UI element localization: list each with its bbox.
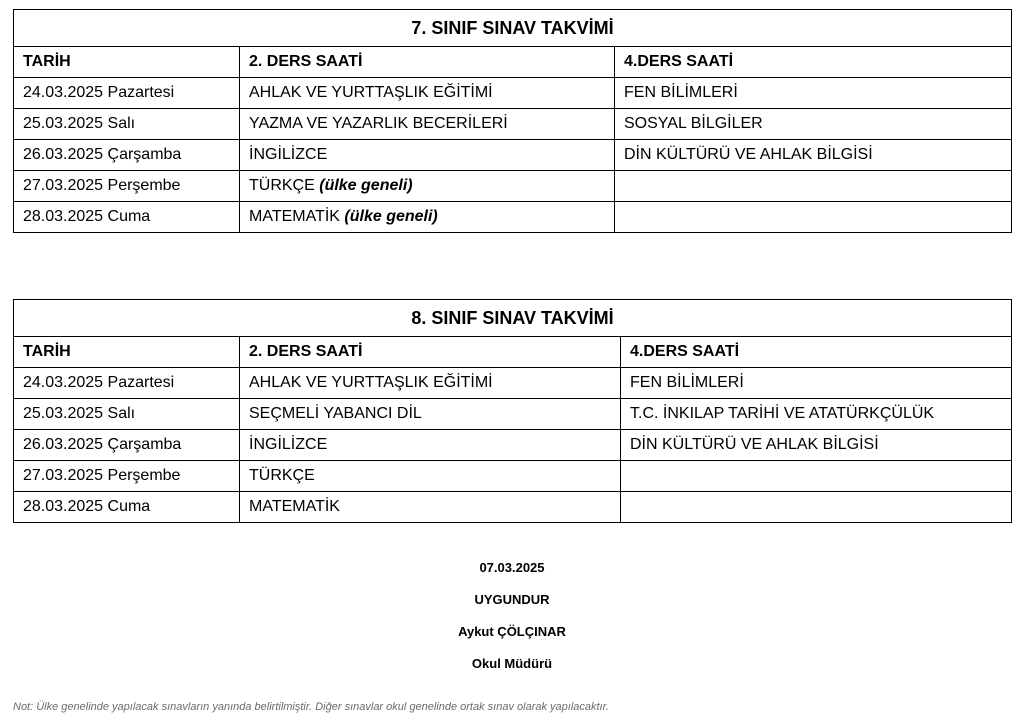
table-header-row	[14, 337, 1012, 368]
date-cell: 27.03.2025 Perşembe	[14, 171, 240, 202]
slot2-cell: MATEMATİK	[240, 492, 621, 523]
table-title: 7. SINIF SINAV TAKVİMİ	[14, 10, 1012, 47]
principal-title: Okul Müdürü	[471, 656, 553, 671]
table-row	[14, 202, 1012, 233]
table-row	[14, 461, 1012, 492]
slot4-cell: FEN BİLİMLERİ	[621, 368, 1012, 399]
slot2-cell: İNGİLİZCE	[240, 430, 621, 461]
table-row	[14, 78, 1012, 109]
date-cell: 27.03.2025 Perşembe	[14, 461, 240, 492]
principal-name: Aykut ÇÖLÇINAR	[458, 624, 566, 639]
header-slot-2: 2. DERS SAATİ	[240, 47, 615, 78]
grade-7-exam-schedule-table	[13, 9, 1012, 233]
header-slot-4: 4.DERS SAATİ	[621, 337, 1012, 368]
slot4-cell: DİN KÜLTÜRÜ VE AHLAK BİLGİSİ	[621, 430, 1012, 461]
slot2-cell: TÜRKÇE	[240, 461, 621, 492]
header-slot-4: 4.DERS SAATİ	[615, 47, 1012, 78]
nationwide-note: (ülke geneli)	[319, 177, 413, 194]
slot2-cell: SEÇMELİ YABANCI DİL	[240, 399, 621, 430]
slot4-cell	[615, 171, 1012, 202]
table-row	[14, 368, 1012, 399]
slot2-cell	[240, 109, 615, 140]
table-row	[14, 492, 1012, 523]
date-cell: 25.03.2025 Salı	[14, 399, 240, 430]
approval-text: UYGUNDUR	[474, 592, 550, 607]
slot2-subject: AHLAK VE YURTTAŞLIK EĞİTİMİ	[249, 84, 493, 101]
table-title-row	[14, 10, 1012, 47]
slot4-cell: FEN BİLİMLERİ	[615, 78, 1012, 109]
slot4-cell: T.C. İNKILAP TARİHİ VE ATATÜRKÇÜLÜK	[621, 399, 1012, 430]
table-row	[14, 399, 1012, 430]
slot4-cell: DİN KÜLTÜRÜ VE AHLAK BİLGİSİ	[615, 140, 1012, 171]
table-row	[14, 171, 1012, 202]
header-slot-2: 2. DERS SAATİ	[240, 337, 621, 368]
table-row	[14, 140, 1012, 171]
slot2-cell	[240, 202, 615, 233]
footnote: Not: Ülke genelinde yapılacak sınavların yanında belirtilmiştir. Diğer sınavlar okul genelinde ortak sınav olarak yapılacaktır.	[13, 701, 609, 713]
date-cell: 28.03.2025 Cuma	[14, 492, 240, 523]
slot2-subject: MATEMATİK	[249, 208, 345, 225]
date-cell: 25.03.2025 Salı	[14, 109, 240, 140]
header-date: TARİH	[14, 47, 240, 78]
date-cell: 26.03.2025 Çarşamba	[14, 140, 240, 171]
table-title: 8. SINIF SINAV TAKVİMİ	[14, 300, 1012, 337]
table-header-row	[14, 47, 1012, 78]
slot4-cell	[615, 202, 1012, 233]
nationwide-note: (ülke geneli)	[344, 208, 438, 225]
date-cell: 24.03.2025 Pazartesi	[14, 368, 240, 399]
grade-8-exam-schedule-table	[13, 299, 1012, 523]
table-row	[14, 430, 1012, 461]
slot2-subject: İNGİLİZCE	[249, 146, 328, 163]
date-cell: 26.03.2025 Çarşamba	[14, 430, 240, 461]
slot2-cell	[240, 78, 615, 109]
date-cell: 28.03.2025 Cuma	[14, 202, 240, 233]
slot2-cell	[240, 171, 615, 202]
table-title-row	[14, 300, 1012, 337]
header-date: TARİH	[14, 337, 240, 368]
slot2-cell	[240, 140, 615, 171]
date-cell: 24.03.2025 Pazartesi	[14, 78, 240, 109]
slot2-subject: TÜRKÇE	[249, 177, 320, 194]
slot2-subject: YAZMA VE YAZARLIK BECERİLERİ	[249, 115, 508, 132]
approval-date: 07.03.2025	[479, 560, 545, 575]
table-row	[14, 109, 1012, 140]
slot4-cell: SOSYAL BİLGİLER	[615, 109, 1012, 140]
slot2-cell: AHLAK VE YURTTAŞLIK EĞİTİMİ	[240, 368, 621, 399]
slot4-cell	[621, 492, 1012, 523]
slot4-cell	[621, 461, 1012, 492]
